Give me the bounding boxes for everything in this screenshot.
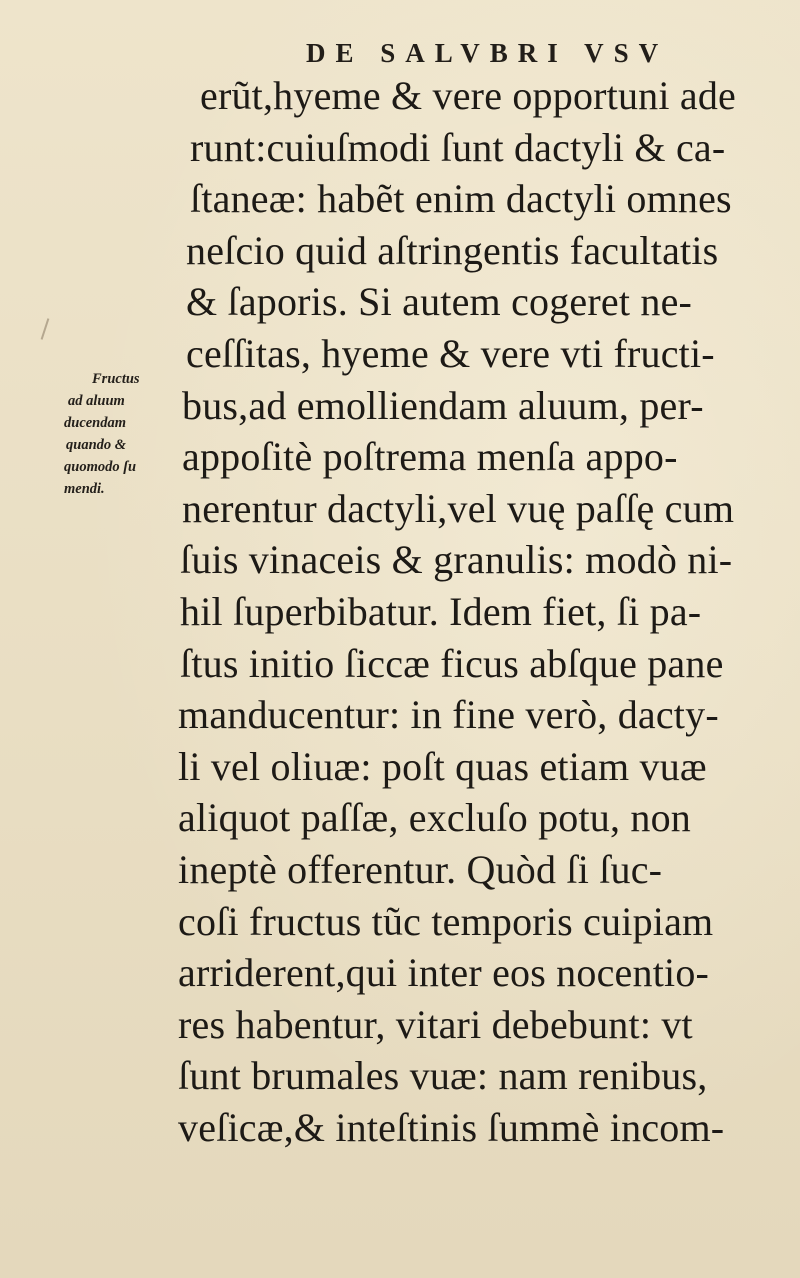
marginal-note-line: quando & [66,437,127,453]
text-line: nerentur dactyli,vel vuę paſſę cum [182,485,735,531]
text-line: ceſſitas, hyeme & vere vti fructi- [186,330,715,376]
ink-mark [41,318,50,340]
running-title: DE SALVBRI VSV [306,38,669,68]
text-line: ſtaneæ: habẽt enim dactyli omnes [190,176,732,222]
text-line: manducentur: in fine verò, dacty- [178,692,719,738]
text-line: hil ſuperbibatur. Idem fiet, ſi pa- [180,588,702,634]
marginal-note [64,368,174,500]
text-line: coſi fructus tũc temporis cuipiam [178,898,714,944]
text-line: neſcio quid aſtringentis facultatis [186,227,719,273]
text-line: aliquot paſſæ, excluſo potu, non [178,795,692,841]
text-line: arriderent,qui inter eos nocentio- [178,950,710,996]
text-line: ſuis vinaceis & granulis: modò ni- [180,537,733,583]
text-line: appoſitè poſtrema menſa appo- [182,434,678,480]
text-line: veſicæ,& inteſtinis ſummè incom- [178,1104,725,1150]
main-text [176,70,786,1153]
marginal-note-line: ad aluum [68,393,125,409]
marginal-note-line: Fructus [92,371,140,387]
marginal-note-line: ducendam [64,415,127,431]
marginal-note-line: quomodo ſu [64,459,137,475]
text-line: runt:cuiuſmodi ſunt dactyli & ca- [190,124,726,170]
marginal-note-line: mendi. [64,481,105,497]
text-line: res habentur, vitari debebunt: vt [178,1001,693,1047]
text-line: ineptè offerentur. Quòd ſi ſuc- [178,846,663,892]
text-line: & ſaporis. Si autem cogeret ne- [186,279,693,325]
text-line: ſunt brumales vuæ: nam renibus, [178,1053,708,1099]
text-line: ſtus initio ſiccæ ficus abſque pane [180,640,724,686]
text-line: erũt,hyeme & vere opportuni ade [200,73,737,118]
text-line: li vel oliuæ: poſt quas etiam vuæ [178,743,707,789]
text-line: bus,ad emolliendam aluum, per- [182,382,704,428]
